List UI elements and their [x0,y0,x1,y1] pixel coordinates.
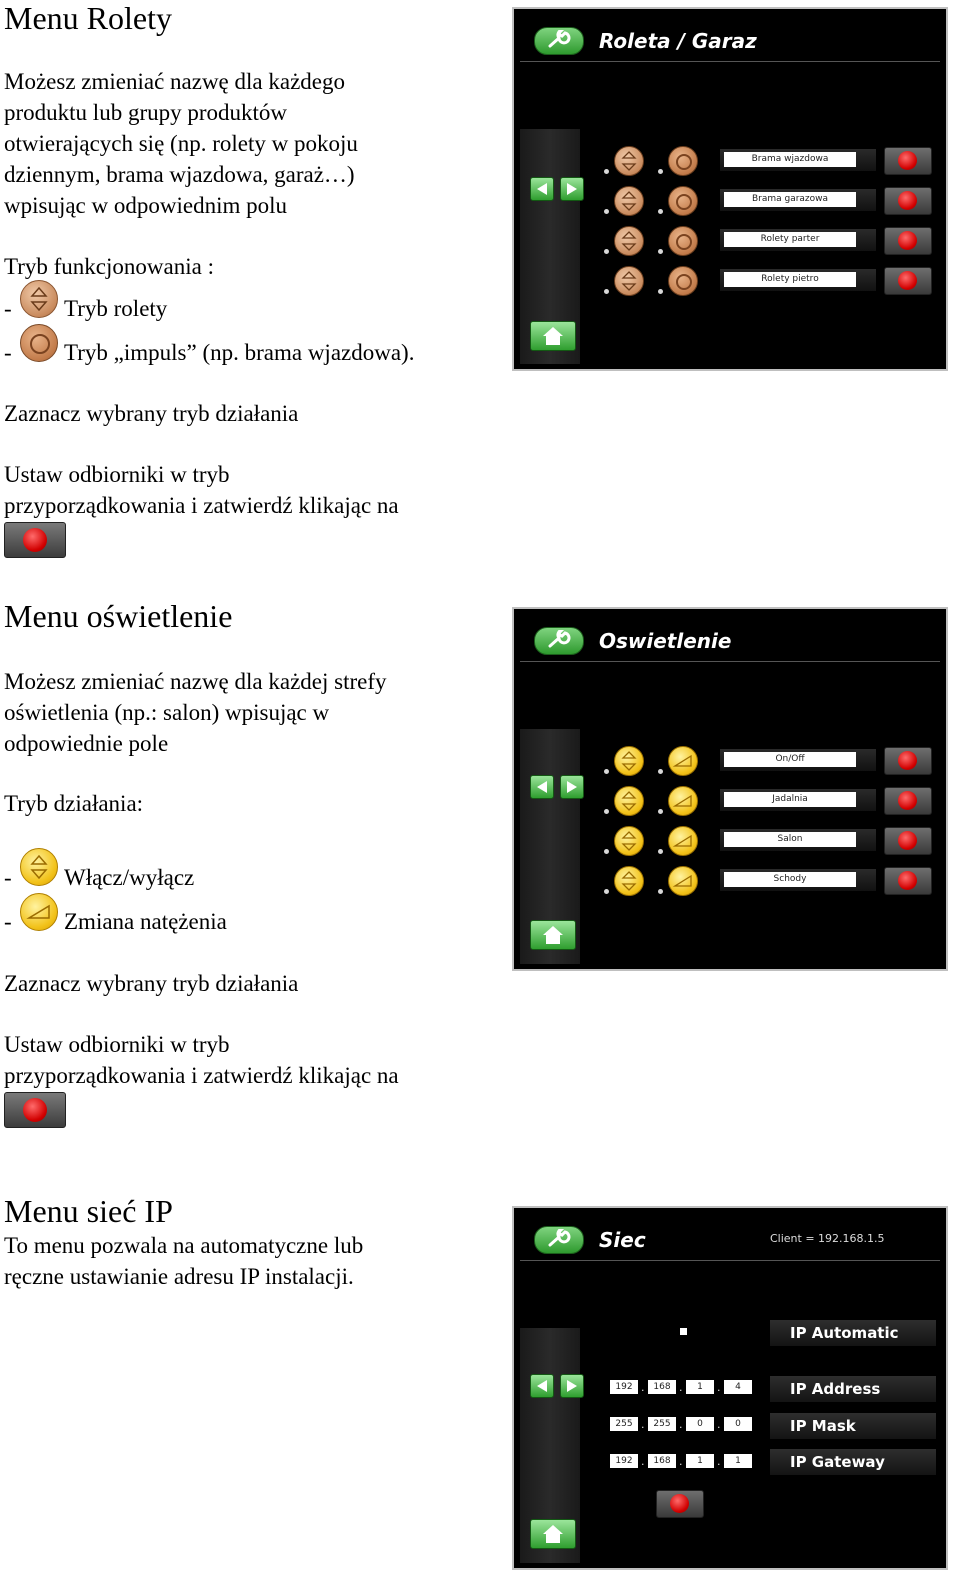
name-field[interactable]: Schody [724,872,856,887]
up-down-arrows-icon[interactable] [614,186,644,216]
siec-description [4,1230,363,1292]
mode-blinds-label: Tryb rolety [64,296,168,321]
up-down-arrows-icon[interactable] [614,266,644,296]
arrow-right-icon[interactable] [560,177,584,201]
ip-address-octet[interactable]: 4 [724,1380,752,1394]
name-field-row [720,269,876,291]
radio-dot[interactable] [658,249,663,254]
text-line: przyporządkowania i zatwierdź klikając na [4,493,399,518]
screen-title: Siec [599,1228,646,1252]
confirm-button-icon [4,1092,66,1128]
select-mode-text: Zaznacz wybrany tryb działania [4,971,299,996]
name-field-row [720,149,876,171]
radio-dot[interactable] [604,889,609,894]
name-field-row [720,749,876,771]
name-field[interactable]: On/Off [724,752,856,767]
confirm-button[interactable] [884,867,932,895]
name-field[interactable]: Jadalnia [724,792,856,807]
confirm-button[interactable] [656,1490,704,1518]
text-line: To menu pozwala na automatyczne lub [4,1233,364,1258]
client-ip: Client = 192.168.1.5 [770,1232,885,1245]
name-field[interactable]: Rolety parter [724,232,856,247]
dimmer-icon[interactable] [668,866,698,896]
text-line: ręczne ustawianie adresu IP instalacji. [4,1264,354,1289]
up-down-arrows-icon[interactable] [614,146,644,176]
wrench-icon[interactable] [534,1226,584,1254]
radio-dot[interactable] [604,209,609,214]
ip-gateway-octet[interactable]: 1 [724,1454,752,1468]
ip-gateway-octet[interactable]: 192 [610,1454,638,1468]
separator: . [717,1455,721,1468]
confirm-button[interactable] [884,267,932,295]
ip-gateway-label: IP Gateway [770,1449,936,1475]
divider [520,61,940,62]
confirm-button[interactable] [884,147,932,175]
ip-gateway-octet[interactable]: 168 [648,1454,676,1468]
divider [520,1260,940,1261]
screen-title: Oswietlenie [599,629,732,653]
wrench-icon[interactable] [534,27,584,55]
dash: - [4,909,12,934]
separator: . [641,1418,645,1431]
device-screen-oswietlenie [512,607,948,971]
device-screen-rolety [512,7,948,371]
radio-dot[interactable] [604,809,609,814]
up-down-arrows-icon[interactable] [614,226,644,256]
separator: . [717,1418,721,1431]
name-field-row [720,229,876,251]
ip-address-octet[interactable]: 168 [648,1380,676,1394]
impulse-circle-icon[interactable] [668,226,698,256]
text-line: odpowiednie pole [4,731,169,756]
name-field-row [720,189,876,211]
confirm-button-icon [4,522,66,558]
up-down-arrows-icon [20,280,58,318]
impulse-circle-icon[interactable] [668,266,698,296]
radio-dot[interactable] [658,769,663,774]
ip-address-octet[interactable]: 1 [686,1380,714,1394]
confirm-button[interactable] [884,187,932,215]
confirm-button[interactable] [884,747,932,775]
text-line: oświetlenia (np.: salon) wpisując w [4,700,330,725]
name-field-row [720,789,876,811]
mode-title: Tryb funkcjonowania : [4,254,214,279]
dimmer-icon[interactable] [668,746,698,776]
radio-dot[interactable] [604,169,609,174]
text-line: dziennym, brama wjazdowa, garaż…) [4,162,355,187]
radio-dot[interactable] [658,209,663,214]
radio-dot[interactable] [658,809,663,814]
separator: . [679,1418,683,1431]
home-icon[interactable] [530,1519,576,1549]
separator: . [679,1455,683,1468]
impulse-circle-icon [20,324,58,362]
oswietlenie-description [4,666,387,759]
ip-mask-octet[interactable]: 0 [686,1417,714,1431]
ip-address-label: IP Address [770,1376,936,1402]
text-line: Możesz zmieniać nazwę dla każdego [4,69,345,94]
confirm-button[interactable] [884,827,932,855]
radio-dot[interactable] [658,889,663,894]
separator: . [679,1381,683,1394]
radio-dot[interactable] [604,289,609,294]
device-screen-siec [512,1206,948,1570]
text-line: wpisując w odpowiednim polu [4,193,287,218]
text-line: Możesz zmieniać nazwę dla każdej strefy [4,669,387,694]
mode-impulse-label: Tryb „impuls” (np. brama wjazdowa). [64,340,415,365]
name-field-row [720,829,876,851]
dimmer-icon[interactable] [668,786,698,816]
dimmer-icon[interactable] [668,826,698,856]
ip-automatic-checkbox[interactable] [680,1328,687,1335]
arrow-right-icon[interactable] [560,1374,584,1398]
confirm-button[interactable] [884,787,932,815]
radio-dot[interactable] [604,849,609,854]
dimmer-icon [20,893,58,931]
ip-mask-octet[interactable]: 0 [724,1417,752,1431]
arrow-left-icon[interactable] [530,1374,554,1398]
section-heading-siec: Menu sieć IP [4,1193,173,1229]
rolety-description [4,66,358,221]
section-heading-oswietlenie: Menu oświetlenie [4,598,233,634]
arrow-left-icon[interactable] [530,775,554,799]
ip-mask-octet[interactable]: 255 [648,1417,676,1431]
home-icon[interactable] [530,920,576,950]
name-field[interactable]: Brama garazowa [724,192,856,207]
radio-dot[interactable] [658,289,663,294]
divider [520,661,940,662]
mode-onoff-label: Włącz/wyłącz [64,865,195,890]
section-heading-rolety: Menu Rolety [4,0,172,36]
confirm-button[interactable] [884,227,932,255]
mode-title: Tryb działania: [4,791,144,816]
on-off-arrows-icon[interactable] [614,786,644,816]
select-mode-text: Zaznacz wybrany tryb działania [4,401,299,426]
mode-dim-label: Zmiana natężenia [64,909,227,934]
on-off-arrows-icon[interactable] [614,866,644,896]
confirm-instruction [4,1029,399,1091]
on-off-arrows-icon[interactable] [614,826,644,856]
impulse-circle-icon[interactable] [668,186,698,216]
on-off-arrows-icon[interactable] [614,746,644,776]
impulse-circle-icon[interactable] [668,146,698,176]
radio-dot[interactable] [658,169,663,174]
on-off-arrows-icon [20,848,58,886]
text-line: otwierających się (np. rolety w pokoju [4,131,358,156]
dash: - [4,340,12,365]
text-line: Ustaw odbiorniki w tryb [4,462,230,487]
screen-title: Roleta / Garaz [599,29,757,53]
ip-automatic-label: IP Automatic [770,1320,936,1346]
dash: - [4,865,12,890]
ip-mask-label: IP Mask [770,1413,936,1439]
wrench-icon[interactable] [534,627,584,655]
text-line: przyporządkowania i zatwierdź klikając na [4,1063,399,1088]
ip-gateway-octet[interactable]: 1 [686,1454,714,1468]
radio-dot[interactable] [604,769,609,774]
separator: . [717,1381,721,1394]
dash: - [4,296,12,321]
ip-mask-octet[interactable]: 255 [610,1417,638,1431]
name-field[interactable]: Rolety pietro [724,272,856,287]
text-line: Ustaw odbiorniki w tryb [4,1032,230,1057]
separator: . [641,1455,645,1468]
name-field[interactable]: Brama wjazdowa [724,152,856,167]
separator: . [641,1381,645,1394]
radio-dot[interactable] [658,849,663,854]
arrow-right-icon[interactable] [560,775,584,799]
name-field[interactable]: Salon [724,832,856,847]
confirm-instruction [4,459,399,521]
home-icon[interactable] [530,321,576,351]
text-line: produktu lub grupy produktów [4,100,288,125]
radio-dot[interactable] [604,249,609,254]
name-field-row [720,869,876,891]
arrow-left-icon[interactable] [530,177,554,201]
ip-address-octet[interactable]: 192 [610,1380,638,1394]
